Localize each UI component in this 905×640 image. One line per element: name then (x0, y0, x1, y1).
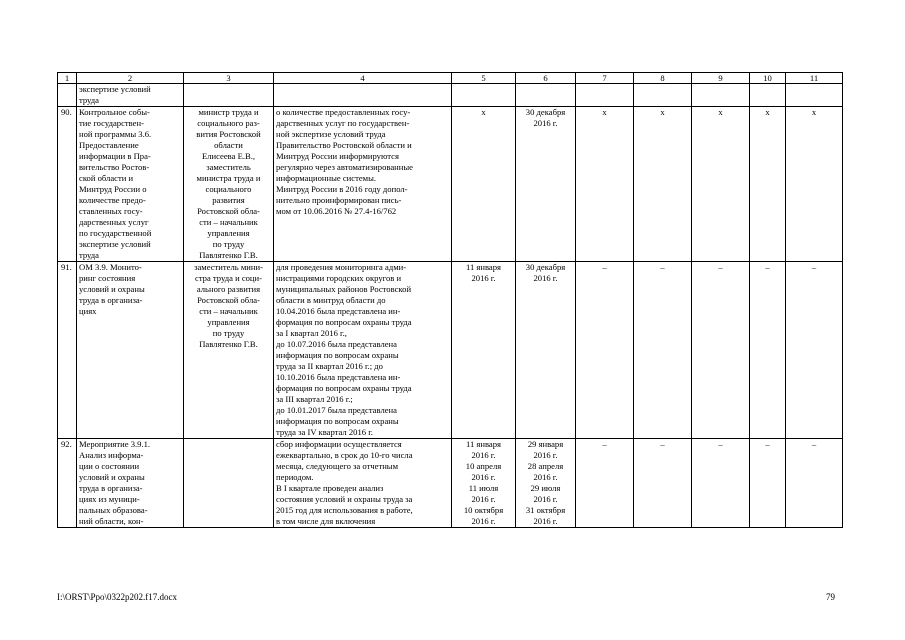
cell-line: дарственных услуг (79, 217, 149, 227)
cell-line: информация по вопросам охраны (276, 350, 399, 360)
cell-line: тие государствен- (79, 118, 144, 128)
cell-c4 (274, 84, 452, 107)
cell-line: Анализ информа- (79, 450, 144, 460)
cell-c2 (77, 84, 184, 107)
column-header: 1 (58, 73, 77, 84)
column-header: 9 (692, 73, 750, 84)
cell-line: труда в организа- (79, 295, 143, 305)
row-number: 90. (58, 107, 77, 262)
cell-line: 30 декабря (525, 262, 566, 272)
cell-line: области в минтруд области до (276, 295, 386, 305)
cell-line: 2015 год для использования в работе, (276, 505, 413, 515)
cell-c11: х (786, 107, 843, 262)
cell-line: сбор информации осуществляется (276, 439, 402, 449)
cell-line: Павлятенко Г.В. (199, 250, 258, 260)
cell-c11: – (786, 439, 843, 528)
cell-c6 (516, 439, 576, 528)
cell-line: Предоставление (79, 140, 139, 150)
cell-c9: х (692, 107, 750, 262)
cell-line: за III квартал 2016 г.; (276, 394, 353, 404)
cell-line: ежеквартально, в срок до 10-го числа (276, 450, 413, 460)
cell-line: 2016 г. (533, 516, 558, 526)
cell-line: министра труда и (196, 173, 261, 183)
cell-c6 (516, 84, 576, 107)
cell-line: Елисеева Е.В., (201, 151, 256, 161)
cell-line: 2016 г. (533, 494, 558, 504)
column-header: 3 (184, 73, 274, 84)
cell-line: в том числе для включения (276, 516, 376, 526)
table-row (58, 84, 843, 107)
cell-line: Контрольное собы- (79, 107, 150, 117)
cell-line: информации в Пра- (79, 151, 151, 161)
cell-c8: – (634, 262, 692, 439)
cell-line: месяца, следующего за отчетным (276, 461, 399, 471)
column-header: 2 (77, 73, 184, 84)
cell-c10 (750, 84, 786, 107)
cell-c10: – (750, 439, 786, 528)
cell-line: 29 июля (530, 483, 561, 493)
cell-line: ального развития (196, 284, 261, 294)
cell-c8: х (634, 107, 692, 262)
cell-line: х (481, 107, 486, 117)
cell-line: до 10.01.2017 была представлена (276, 405, 397, 415)
cell-line: 2016 г. (471, 472, 496, 482)
cell-line: 11 июля (468, 483, 499, 493)
row-number: 91. (58, 262, 77, 439)
cell-line: социального (205, 184, 252, 194)
cell-line: труда за II квартал 2016 г.; до (276, 361, 383, 371)
cell-c4 (274, 262, 452, 439)
cell-line: циях (79, 306, 97, 316)
cell-line: 10.10.2016 была представлена ин- (276, 372, 401, 382)
row-number: 92. (58, 439, 77, 528)
cell-line: 10 апреля (465, 461, 502, 471)
cell-line: ской области и (79, 173, 134, 183)
cell-line: 2016 г. (533, 472, 558, 482)
cell-line: Мероприятие 3.9.1. (79, 439, 151, 449)
cell-line: экспертизе условий (79, 239, 151, 249)
cell-c5 (452, 439, 516, 528)
cell-line: о количестве предоставленных госу- (276, 107, 411, 117)
cell-line: Минтруд России о (79, 184, 147, 194)
cell-line: 2016 г. (533, 450, 558, 460)
cell-line: нистрациями городских округов и (276, 273, 402, 283)
cell-line: 31 октября (525, 505, 566, 515)
cell-line: до 10.07.2016 была представлена (276, 339, 397, 349)
cell-c9: – (692, 262, 750, 439)
cell-line: 2016 г. (533, 273, 558, 283)
cell-c7: – (576, 439, 634, 528)
cell-c3 (184, 262, 274, 439)
cell-line: заместитель (206, 162, 251, 172)
cell-c9: – (692, 439, 750, 528)
cell-line: по государственной (79, 228, 152, 238)
cell-line: Минтруд России информируются (276, 151, 399, 161)
column-header: 8 (634, 73, 692, 84)
cell-line: вития Ростовской (196, 129, 261, 139)
cell-c4 (274, 439, 452, 528)
cell-line: 2016 г. (471, 494, 496, 504)
page-number: 79 (826, 592, 835, 602)
cell-c5 (452, 84, 516, 107)
cell-line: 2016 г. (533, 118, 558, 128)
cell-line: 28 апреля (527, 461, 564, 471)
column-header: 5 (452, 73, 516, 84)
cell-c6 (516, 262, 576, 439)
cell-line: Правительство Ростовской области и (276, 140, 412, 150)
cell-line: труда (79, 95, 99, 105)
cell-line: по труду (212, 239, 245, 249)
row-number (58, 84, 77, 107)
cell-line: мом от 10.06.2016 № 27.4-16/762 (276, 206, 397, 216)
cell-line: 2016 г. (471, 516, 496, 526)
cell-c5 (452, 107, 516, 262)
cell-line: ставленных госу- (79, 206, 143, 216)
cell-line: стра труда и соци- (195, 273, 262, 283)
cell-line: количестве предо- (79, 195, 146, 205)
cell-c2 (77, 262, 184, 439)
cell-line: области (214, 140, 243, 150)
cell-line: управления (207, 317, 250, 327)
cell-line: периодом. (276, 472, 314, 482)
cell-line: 29 января (527, 439, 564, 449)
cell-line: за I квартал 2016 г., (276, 328, 347, 338)
cell-line: пальных образова- (79, 505, 148, 515)
cell-line: циях из муници- (79, 494, 140, 504)
cell-c10: х (750, 107, 786, 262)
cell-line: социального раз- (197, 118, 260, 128)
cell-line: ринг состояния (79, 273, 136, 283)
cell-c5 (452, 262, 516, 439)
cell-line: труда (79, 250, 99, 260)
cell-line: 2016 г. (471, 273, 496, 283)
cell-c11 (786, 84, 843, 107)
cell-line: 10.04.2016 была представлена ин- (276, 306, 401, 316)
cell-line: управления (207, 228, 250, 238)
cell-c11: – (786, 262, 843, 439)
cell-line: ОМ 3.9. Монито- (79, 262, 142, 272)
table-row (58, 262, 843, 439)
cell-line: регулярно через автоматизированные (276, 162, 413, 172)
table-row (58, 107, 843, 262)
cell-line: условий и охраны (79, 472, 145, 482)
cell-c3 (184, 439, 274, 528)
cell-line: 11 января (466, 439, 501, 449)
cell-line: ний области, кон- (79, 516, 144, 526)
table-row (58, 439, 843, 528)
cell-line: труда за IV квартал 2016 г. (276, 427, 373, 437)
cell-c8: – (634, 439, 692, 528)
cell-line: нительно проинформирован пись- (276, 195, 402, 205)
column-header: 10 (750, 73, 786, 84)
report-table (57, 72, 843, 528)
cell-line: формация по вопросам охраны труда (276, 317, 412, 327)
cell-line: сти – начальник (199, 306, 258, 316)
cell-line: 2016 г. (471, 450, 496, 460)
table-header-row (58, 73, 843, 84)
cell-line: ции о состоянии (79, 461, 140, 471)
cell-line: экспертизе условий (79, 84, 151, 94)
cell-line: Минтруд России в 2016 году допол- (276, 184, 408, 194)
cell-line: Ростовской обла- (197, 295, 260, 305)
cell-c7: х (576, 107, 634, 262)
cell-line: 10 октября (463, 505, 504, 515)
cell-line: вительство Ростов- (79, 162, 150, 172)
cell-line: 11 января (466, 262, 501, 272)
cell-line: формация по вопросам охраны труда (276, 383, 412, 393)
cell-line: муниципальных районов Ростовской (276, 284, 412, 294)
cell-line: заместитель мини- (194, 262, 263, 272)
cell-line: Павлятенко Г.В. (199, 339, 258, 349)
cell-c3 (184, 107, 274, 262)
cell-c6 (516, 107, 576, 262)
cell-line: ной программы 3.6. (79, 129, 152, 139)
document-path: I:\ORST\Ppo\0322p202.f17.docx (57, 592, 178, 602)
cell-line: условий и охраны (79, 284, 145, 294)
cell-line: информация по вопросам охраны (276, 416, 399, 426)
cell-c10: – (750, 262, 786, 439)
cell-line: В I квартале проведен анализ (276, 483, 384, 493)
cell-line: 30 декабря (525, 107, 566, 117)
column-header: 6 (516, 73, 576, 84)
cell-line: информационные системы. (276, 173, 377, 183)
cell-c7 (576, 84, 634, 107)
cell-line: сти – начальник (199, 217, 258, 227)
cell-line: для проведения мониторинга адми- (276, 262, 407, 272)
cell-line: ной экспертизе условий труда (276, 129, 386, 139)
cell-c3 (184, 84, 274, 107)
cell-line: министр труда и (198, 107, 259, 117)
column-header: 4 (274, 73, 452, 84)
cell-c8 (634, 84, 692, 107)
cell-c4 (274, 107, 452, 262)
cell-c9 (692, 84, 750, 107)
cell-c7: – (576, 262, 634, 439)
column-header: 11 (786, 73, 843, 84)
cell-line: по труду (212, 328, 245, 338)
cell-line: состояния условий и охраны труда за (276, 494, 413, 504)
cell-line: Ростовской обла- (197, 206, 260, 216)
cell-line: развития (212, 195, 245, 205)
cell-c2 (77, 107, 184, 262)
column-header: 7 (576, 73, 634, 84)
cell-c2 (77, 439, 184, 528)
cell-line: дарственных услуг по государствен- (276, 118, 410, 128)
cell-line: труда в организа- (79, 483, 143, 493)
